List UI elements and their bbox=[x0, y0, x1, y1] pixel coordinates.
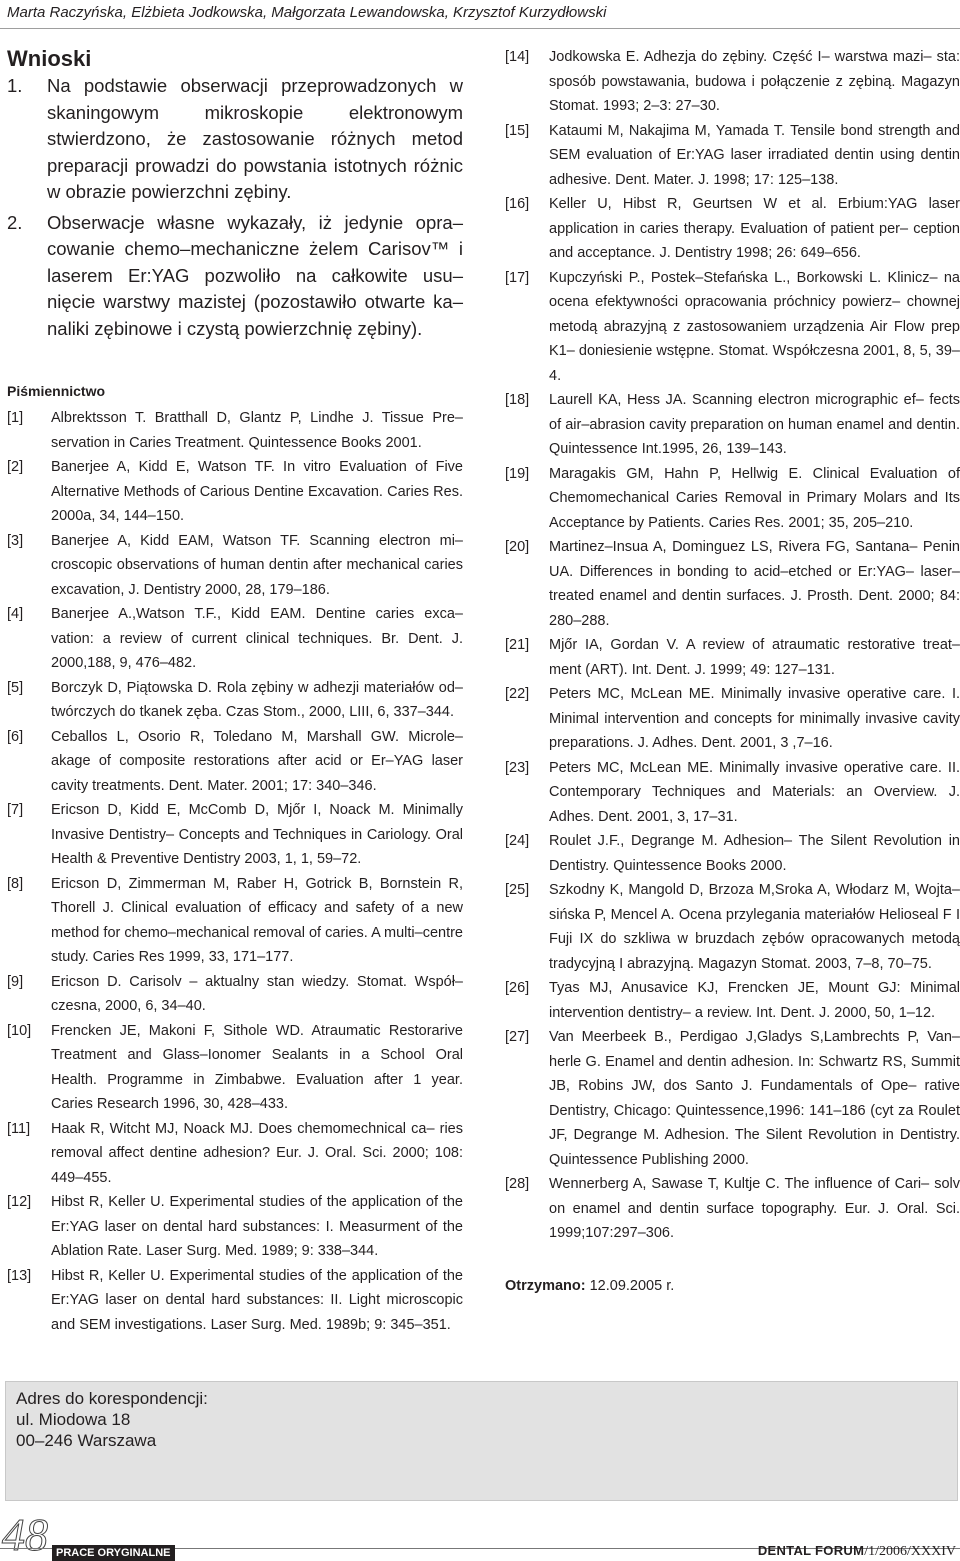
reference-text: Albrektsson T. Bratthall D, Glantz P, Lindhe J. Tissue Pre– servation in Caries Treatment. Quintessence Books 2001. bbox=[51, 410, 463, 451]
references-list-left bbox=[7, 406, 463, 1337]
correspondence-address-box bbox=[5, 1381, 958, 1501]
reference-number: [21] bbox=[505, 637, 530, 653]
received-label: Otrzymano: bbox=[505, 1277, 586, 1294]
address-city: 00–246 Warszawa bbox=[16, 1431, 157, 1450]
conclusion-item bbox=[7, 73, 463, 206]
reference-item bbox=[7, 406, 463, 455]
received-date bbox=[505, 1276, 960, 1296]
journal-issue-number: /1/2006/XXXIV bbox=[864, 1544, 956, 1559]
reference-number: [27] bbox=[505, 1029, 530, 1045]
reference-text: Ericson D, Zimmerman M, Raber H, Gotrick B, Bornstein R, Thorell J. Clinical evaluation of efficacy and safety of a new method for chemo–mechanical removal of caries. A multi–centre study. Caries Res 1999, 33, 171–177. bbox=[51, 875, 463, 965]
reference-text: Roulet J.F., Degrange M. Adhesion– The Silent Revolution in Dentistry. Quintessence Books 2000. bbox=[549, 833, 960, 874]
conclusions-title: Wnioski bbox=[7, 46, 92, 71]
reference-number: [10] bbox=[7, 1022, 32, 1039]
reference-item bbox=[7, 798, 463, 872]
reference-item bbox=[7, 1019, 463, 1117]
reference-item bbox=[505, 266, 960, 389]
reference-text: Kataumi M, Nakajima M, Yamada T. Tensile bond strength and SEM evaluation of Er:YAG laser irradiated dentin using dentin adhesive. Dent. Mater. J. 1998; 17: 125–138. bbox=[549, 122, 960, 188]
reference-item bbox=[505, 1025, 960, 1172]
left-column bbox=[7, 45, 463, 1337]
reference-item bbox=[7, 676, 463, 725]
reference-text: Maragakis GM, Hahn P, Hellwig E. Clinical Evaluation of Chemomechanical Caries Removal in Primary Molars and Its Acceptance by Patients. Caries Res. 2001; 35, 205–210. bbox=[549, 465, 960, 531]
address-title: Adres do korespondencji: bbox=[16, 1389, 208, 1408]
reference-text: Mjőr IA, Gordan V. A review of atraumatic restorative treat– ment (ART). Int. Dent. J. 1999; 49: 127–131. bbox=[549, 637, 960, 678]
reference-number: [14] bbox=[505, 49, 530, 65]
reference-text: Hibst R, Keller U. Experimental studies of the application of the Er:YAG laser on dental hard substances: I. Measurment of the Ablation Rate. Laser Surg. Med. 1989; 9: 338–344. bbox=[51, 1194, 463, 1259]
reference-item bbox=[505, 535, 960, 633]
reference-number: [18] bbox=[505, 392, 530, 408]
reference-text: Wennerberg A, Sawase T, Kultje C. The influence of Cari– solv on enamel and dentin surface topography. Eur. J. Oral. Sci. 1999;107:297–306. bbox=[549, 1176, 960, 1241]
reference-number: [23] bbox=[505, 759, 530, 776]
reference-number: [3] bbox=[7, 532, 24, 549]
reference-number: [25] bbox=[505, 882, 530, 898]
reference-text: Laurell KA, Hess JA. Scanning electron micrographic ef– fects of air–abrasion cavity preparation on human enamel and dentin. Quintessence Int.1995, 26, 139–143. bbox=[549, 392, 960, 457]
reference-number: [28] bbox=[505, 1176, 530, 1192]
reference-number: [15] bbox=[505, 122, 530, 139]
reference-item bbox=[505, 462, 960, 536]
reference-number: [17] bbox=[505, 269, 530, 286]
reference-text: Ceballos L, Osorio R, Toledano M, Marshall GW. Microle– akage of composite restorations after acid or Er–YAG laser cavity treatments. Dent. Mater. 2001; 17: 340–346. bbox=[51, 728, 463, 794]
reference-item bbox=[7, 1264, 463, 1338]
conclusion-text: Na podstawie obserwacji przeprowadzonych w skaningowym mikroskopie elektronowym stwierdzono, że zastosowanie różnych metod preparacji prowadzi do powstania istotnych różnic w obrazie powierzchni zębiny. bbox=[47, 75, 463, 202]
journal-name: DENTAL FORUM bbox=[757, 1543, 865, 1558]
reference-text: Banerjee A, Kidd EAM, Watson TF. Scanning electron mi– croscopic observations of human dentin after mechanical caries excavation, J. Dentistry 2000, 28, 179–186. bbox=[51, 532, 463, 598]
reference-number: [9] bbox=[7, 973, 24, 990]
reference-number: [7] bbox=[7, 802, 24, 818]
reference-text: Ericson D. Carisolv – aktualny stan wiedzy. Stomat. Współ– czesna, 2000, 6, 34–40. bbox=[51, 973, 463, 1014]
reference-text: Frencken JE, Makoni F, Sithole WD. Atraumatic Restorarive Treatment and Glass–Ionomer Sealants in a School Oral Health. Programme in Zimbabwe. Evaluation after 1 year. Caries Research 1996, 30, 428–433. bbox=[51, 1022, 463, 1112]
reference-number: [16] bbox=[505, 196, 530, 212]
reference-number: [20] bbox=[505, 539, 530, 555]
right-column bbox=[505, 45, 960, 1296]
reference-text: Kupczyński P., Postek–Stefańska L., Borkowski L. Klinicz– na ocena efektywności opracowania próchnicy powierz– chownej metodą abrazyjną z zastosowaniem urządzenia Air Flow prep K1– doniesienie wstępne. Stomat. Współczesna 2001, 8, 5, 39–4. bbox=[549, 269, 960, 384]
section-label: PRACE ORYGINALNE bbox=[52, 1545, 175, 1561]
reference-text: Hibst R, Keller U. Experimental studies of the application of the Er:YAG laser on dental hard substances: II. Light microscopic and SEM investigations. Laser Surg. Med. 1989b; 9: 345–351. bbox=[51, 1267, 463, 1333]
reference-number: [6] bbox=[7, 728, 24, 745]
reference-text: Szkodny K, Mangold D, Brzoza M,Sroka A, Włodarz M, Wojta– sińska P, Mencel A. Ocena przylegania materiałów Helioseal F I Fuji IX do szkliwa w bruzdach zębów opracowanych metodą tradycyjną I abrazyjną. Magazyn Stomat. 2003, 7–8, 70–75. bbox=[549, 882, 960, 972]
reference-item bbox=[505, 119, 960, 193]
reference-text: Peters MC, McLean ME. Minimally invasive operative care. I. Minimal intervention and concepts for minimally invasive cavity preparations. J. Adhes. Dent. 2001, 3 ,7–16. bbox=[549, 686, 960, 751]
reference-text: Jodkowska E. Adhezja do zębiny. Część I– warstwa mazi– sta: sposób powstawania, budowa i połączenie z zębiną. Magazyn Stomat. 1993; 2–3: 27–30. bbox=[549, 49, 960, 114]
references-list-right bbox=[505, 45, 960, 1246]
reference-text: Borczyk D, Piątowska D. Rola zębiny w adhezji materiałów od– twórczych do tkanek zęba. Czas Stom., 2000, LIII, 6, 337–344. bbox=[51, 679, 463, 720]
reference-text: Peters MC, McLean ME. Minimally invasive operative care. II. Contemporary Techniques and Materials: an Overview. J. Adhes. Dent. 2001, 3, 17–31. bbox=[549, 759, 960, 825]
reference-number: [5] bbox=[7, 679, 24, 696]
reference-item bbox=[505, 633, 960, 682]
reference-item bbox=[7, 1190, 463, 1264]
conclusion-number: 2. bbox=[7, 211, 23, 233]
reference-text: Van Meerbeek B., Perdigao J,Gladys S,Lambrechts P, Van– herle G. Enamel and dentin adhesion. In: Schwartz RS, Summit JB, Robins JW, dos Santo J. Fundamentals of Ope– rative Dentistry, Chicago: Quintessence,1996: 141–186 (cyt za Roulet JF, Degrange M. Adhesion. The Silent Revolution in Dentistry. Quintessence Publishing 2000. bbox=[549, 1029, 960, 1168]
reference-text: Haak R, Witcht MJ, Noack MJ. Does chemomechnical ca– ries removal affect dentine adhesion? Eur. J. Oral. Sci. 2000; 108: 449–455. bbox=[51, 1120, 463, 1186]
reference-item bbox=[7, 455, 463, 529]
header-divider bbox=[0, 28, 960, 29]
header-authors: Marta Raczyńska, Elżbieta Jodkowska, Małgorzata Lewandowska, Krzysztof Kurzydłowski bbox=[7, 4, 607, 21]
reference-item bbox=[7, 529, 463, 603]
reference-item bbox=[505, 45, 960, 119]
reference-item bbox=[505, 192, 960, 266]
reference-item bbox=[505, 829, 960, 878]
reference-text: Tyas MJ, Anusavice KJ, Frencken JE, Mount GJ: Minimal intervention dentistry– a review. Int. Dent. J. 2000, 50, 1–12. bbox=[549, 980, 960, 1021]
reference-number: [26] bbox=[505, 980, 530, 996]
reference-item bbox=[505, 976, 960, 1025]
references-title: Piśmiennictwo bbox=[7, 383, 106, 399]
reference-text: Banerjee A.,Watson T.F., Kidd EAM. Dentine caries exca– vation: a review of current clinical techniques. Br. Dent. J. 2000,188, 9, 476–482. bbox=[51, 606, 463, 671]
conclusion-number: 1. bbox=[7, 75, 23, 96]
reference-item bbox=[7, 872, 463, 970]
reference-item bbox=[505, 682, 960, 756]
reference-number: [4] bbox=[7, 606, 24, 622]
conclusion-text: Obserwacje własne wykazały, iż jedynie opra– cowanie chemo–mechaniczne żelem Carisov™ i laserem Er:YAG pozwoliło na całkowite usu– nięcie warstwy mazistej (pozostawiło otwarte ka– naliki zębinowe i czystą powierzchnię zębiny). bbox=[47, 211, 463, 339]
page-number: 48 bbox=[2, 1509, 48, 1560]
reference-number: [13] bbox=[7, 1267, 32, 1284]
reference-number: [11] bbox=[7, 1120, 31, 1137]
reference-number: [2] bbox=[7, 459, 24, 475]
received-value: 12.09.2005 r. bbox=[589, 1277, 675, 1294]
reference-item bbox=[7, 970, 463, 1019]
reference-item bbox=[505, 878, 960, 976]
reference-number: [1] bbox=[7, 410, 24, 426]
reference-text: Ericson D, Kidd E, McComb D, Mjőr I, Noack M. Minimally Invasive Dentistry– Concepts and Techniques in Cariology. Oral Health & Preventive Dentistry 2003, 1, 1, 59–72. bbox=[51, 802, 463, 867]
reference-text: Keller U, Hibst R, Geurtsen W et al. Erbium:YAG laser application in caries therapy. Evaluation of patient per– ception and acceptance. J. Dentistry 1998; 26: 649–656. bbox=[549, 196, 960, 261]
reference-item bbox=[505, 1172, 960, 1246]
reference-item bbox=[7, 1117, 463, 1191]
reference-number: [19] bbox=[505, 465, 530, 482]
reference-item bbox=[7, 602, 463, 676]
reference-number: [22] bbox=[505, 686, 530, 702]
reference-text: Banerjee A, Kidd E, Watson TF. In vitro Evaluation of Five Alternative Methods of Carious Dentine Excavation. Caries Res. 2000a, 34, 144–150. bbox=[51, 459, 463, 524]
journal-issue bbox=[758, 1542, 956, 1561]
reference-number: [24] bbox=[505, 833, 530, 849]
reference-number: [8] bbox=[7, 875, 24, 892]
reference-number: [12] bbox=[7, 1194, 32, 1210]
address-street: ul. Miodowa 18 bbox=[16, 1410, 131, 1429]
reference-item bbox=[7, 725, 463, 799]
reference-item bbox=[505, 388, 960, 462]
reference-text: Martinez–Insua A, Dominguez LS, Rivera FG, Santana– Penin UA. Differences in bonding to acid–etched or Er:YAG– laser–treated enamel and dentin surfaces. J. Prosth. Dent. 2000; 84: 280–288. bbox=[549, 539, 960, 629]
reference-item bbox=[505, 756, 960, 830]
conclusion-item bbox=[7, 210, 463, 343]
